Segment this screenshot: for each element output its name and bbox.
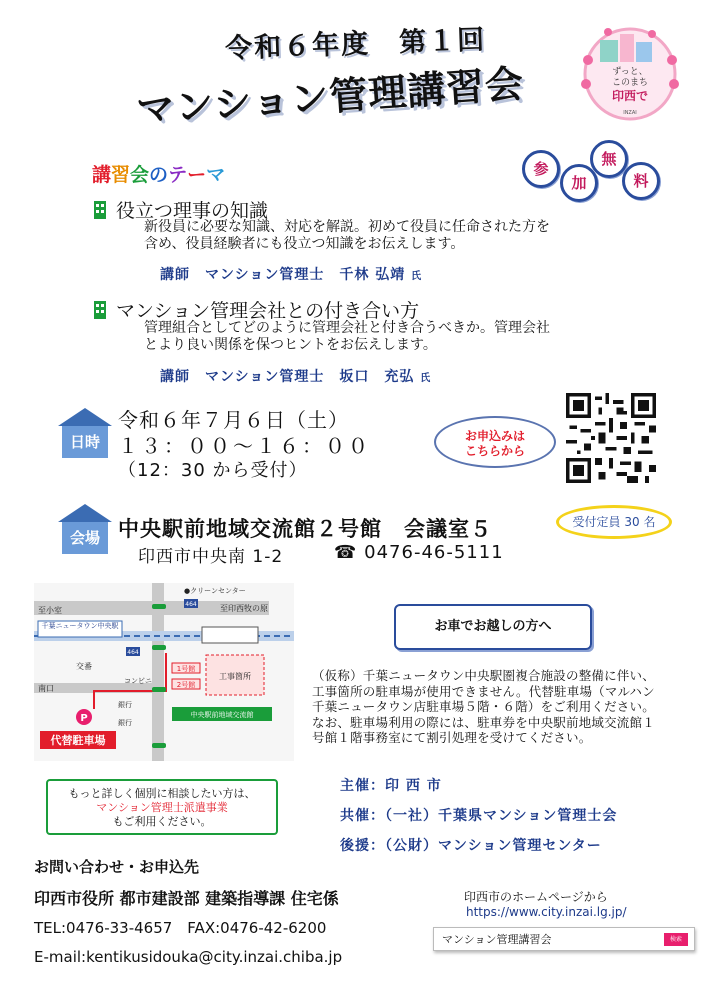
theme-char: 講	[92, 164, 112, 186]
title-line1: 令和６年度 第１回	[224, 24, 487, 65]
event-time: １３：００～１６：００	[118, 434, 371, 458]
venue-name: 中央駅前地域交流館２号館 会議室５	[118, 517, 492, 541]
car-notice-line: 工事箇所の駐車場が使用できません。代替駐車場（マルハン	[312, 683, 655, 699]
topic-2-title-text: マンション管理会社との付き合い方	[116, 300, 420, 322]
map-route-464-south: 464	[127, 649, 139, 656]
venue-address: 印西市中央南 1-2	[138, 547, 284, 567]
contact-tel-fax: TEL:0476-33-4657 FAX:0476-42-6200	[34, 919, 327, 937]
city-logo	[578, 22, 682, 126]
lecturer-suffix: 氏	[420, 373, 432, 384]
consult-line1: もっと詳しく個別に相談したい方は、	[68, 787, 256, 800]
apply-bubble-line2: こちらから	[464, 444, 525, 458]
topic-1-lecturer	[160, 264, 422, 284]
theme-char: ー	[187, 164, 207, 186]
lecturer-name: 講師 マンション管理士 坂口 充弘	[160, 369, 415, 385]
badge-char: 参	[522, 150, 560, 188]
map-label-hall: 中央駅前地域交流館	[190, 711, 254, 719]
map-label-konbini: コンビニ	[124, 677, 152, 685]
theme-char: 会	[130, 164, 150, 186]
theme-char: テ	[168, 164, 188, 186]
organizer-host: 主催：印 西 市	[340, 778, 442, 794]
map-label-bank-2: 銀行	[118, 719, 132, 727]
map-label-station: 千葉ニュータウン中央駅	[41, 622, 119, 630]
theme-heading	[92, 160, 225, 187]
homepage-url[interactable]: https://www.city.inzai.lg.jp/	[466, 905, 627, 919]
map-parking-mark: P	[80, 713, 88, 724]
topic-2-title	[94, 296, 419, 323]
venue-phone-row	[334, 542, 504, 563]
car-notice-heading: お車でお越しの方へ	[394, 604, 592, 650]
topic-2-desc	[144, 320, 550, 354]
topic-1-desc	[144, 219, 550, 253]
consult-line3: もご利用ください。	[112, 815, 212, 828]
access-map	[34, 583, 294, 761]
car-notice-body	[312, 668, 702, 746]
apply-bubble-line1: お申込みは	[464, 429, 525, 443]
theme-char: の	[149, 164, 169, 186]
venue-label: 会場	[62, 522, 108, 554]
application-qr-code[interactable]	[566, 393, 656, 483]
map-label-makinohara: 至印西牧の原	[220, 604, 268, 613]
logo-text-small: INZAI	[623, 110, 637, 116]
datetime-label: 日時	[62, 426, 108, 458]
homepage-label: 印西市のホームページから	[464, 890, 608, 904]
car-notice-line: なお、駐車場利用の際には、駐車券を中央駅前地域交流館１	[312, 714, 655, 730]
map-label-minami: 南口	[38, 684, 54, 693]
reception-time: （12：30 から受付）	[118, 460, 308, 481]
map-label-koban: 交番	[76, 662, 92, 671]
contact-heading: お問い合わせ・お申込先	[34, 858, 200, 876]
badge-char: 料	[622, 162, 660, 200]
badge-char: 無	[590, 140, 628, 178]
topic-2-desc-line1: 管理組合としてどのように管理会社と付き合うべきか。管理会社	[144, 320, 550, 336]
building-icon	[94, 301, 106, 319]
contact-department: 印西市役所 都市建設部 建築指導課 住宅係	[34, 889, 339, 908]
venue-label-icon	[58, 504, 112, 558]
map-route-464-north: 464	[185, 601, 197, 608]
map-label-bank-1: 銀行	[118, 701, 132, 709]
logo-text-2: このまち	[611, 78, 649, 88]
car-notice-line: （仮称）千葉ニュータウン中央駅圏複合施設の整備に伴い、	[312, 668, 655, 683]
topic-1-title-text: 役立つ理事の知識	[116, 200, 269, 222]
search-box[interactable]	[433, 927, 695, 951]
map-label-alt-parking: 代替駐車場	[50, 734, 106, 747]
car-notice-line: 号館１階事務室にて割引処理を受けてください。	[312, 730, 592, 745]
map-label-clean-center: ●クリーンセンター	[184, 587, 246, 595]
map-label-komuro: 至小室	[38, 606, 62, 615]
topic-1-desc-line2: 含め、役員経験者にも役立つ知識をお伝えします。	[144, 236, 465, 252]
apply-bubble	[434, 416, 556, 468]
event-date: 令和６年７月６日（土）	[118, 408, 349, 432]
title-line2: マンション管理講習会	[135, 61, 526, 133]
organizer-co-host: 共催：（一社）千葉県マンション管理士会	[340, 808, 618, 824]
badge-char: 加	[560, 164, 598, 202]
car-notice-line: 千葉ニュータウン店駐車場５階・６階）をご利用ください。	[312, 699, 655, 714]
consult-dispatch-program[interactable]: マンション管理士派遣事業	[96, 801, 228, 814]
topic-1-desc-line1: 新役員に必要な知識、対応を解説。初めて役員に任命された方を	[144, 219, 550, 235]
map-label-bldg1: 1号館	[176, 665, 196, 673]
topic-2-lecturer	[160, 366, 431, 386]
capacity-badge: 受付定員 30 名	[556, 505, 672, 539]
lecturer-suffix: 氏	[411, 271, 423, 282]
datetime-label-icon	[58, 408, 112, 462]
theme-char: マ	[206, 164, 226, 186]
organizer-support: 後援：（公財）マンション管理センター	[340, 838, 602, 854]
contact-email[interactable]: E-mail:kentikusidouka@city.inzai.chiba.jp	[34, 948, 343, 966]
logo-text-3: 印西で	[611, 89, 649, 103]
search-button[interactable]: 検索	[664, 933, 688, 946]
consultation-box	[46, 779, 278, 835]
lecturer-name: 講師 マンション管理士 千林 弘靖	[160, 267, 406, 283]
phone-icon: ☎	[334, 542, 358, 563]
topic-2-desc-line2: とより良い関係を保つヒントをお伝えします。	[144, 337, 437, 353]
theme-char: 習	[111, 164, 131, 186]
venue-phone: 0476-46-5111	[364, 542, 504, 563]
building-icon	[94, 201, 106, 219]
logo-text-1: ずっと、	[612, 67, 648, 77]
map-label-bldg2: 2号館	[176, 681, 196, 689]
search-box-value: マンション管理講習会	[442, 933, 552, 946]
map-label-construction: 工事箇所	[219, 672, 251, 681]
